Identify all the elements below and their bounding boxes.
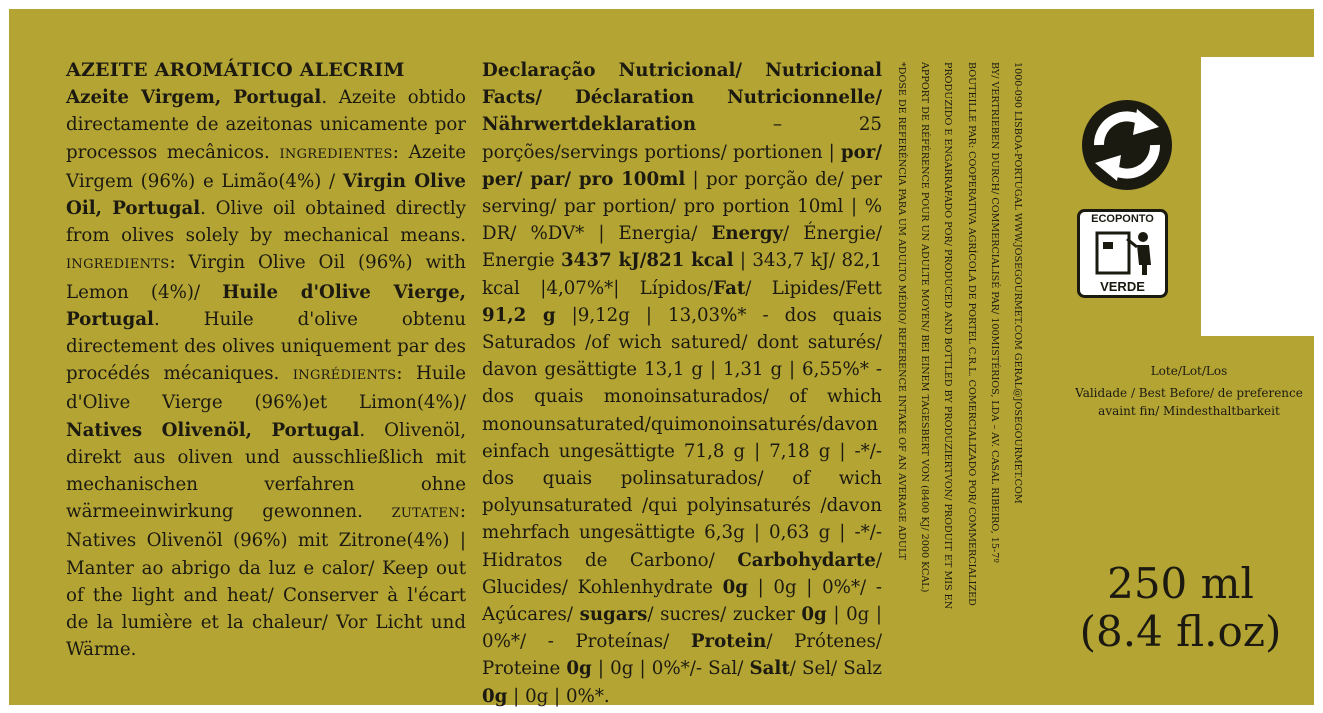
fr-desc: . Huile d'olive obtenu directement des olives uniquement par des procédés mécaniques. [66, 308, 466, 385]
protein-label: Protein [690, 631, 767, 653]
per-100ml: por/ per/ par/ pro 100ml [482, 141, 882, 190]
protein-tail: | 0g | 0%*/- Sal/ [591, 658, 750, 680]
fr-ingredients-label: INGRÉDIENTS [292, 368, 397, 384]
sugar-rest: / sucres/ zucker [647, 604, 802, 626]
volume-ml: 250 ml [1107, 559, 1254, 608]
ecoponto-bottom-label: VERDE [1100, 279, 1145, 294]
de-name: Natives Olivenöl, Portugal [66, 419, 360, 441]
de-ingredients-label: ZUTATEN [391, 506, 460, 522]
de-desc: . Olivenöl, direkt aus oliven und ausschließlich mit mechanischen verfahren ohne wärmeeinwirkung gewonnen. [66, 419, 466, 523]
distributor-line: BY/ VERTRIEBEN DURCH/ COMMERCIALISÉ PAR/ 100MISTÉRIOS, LDA – AV. CASAL RIBEIRO, 15-7º [989, 62, 1000, 563]
nutrition-portions: – 25 porções/servings portions/ portionen | [482, 114, 882, 163]
fr-name: Huile d'Olive Vierge, Portugal [66, 281, 466, 330]
producer-line-1: PRODUZIDO E ENGARRAFADO POR/ PRODUCED AND BOTTLED BY PRODUZIERTVON/ PRODUIT ET MIS EN [942, 62, 953, 610]
ecoponto-top-label: ECOPONTO [1091, 213, 1154, 225]
carb-tail: / Glucides/ Kohlenhydrate [482, 549, 882, 598]
sugar-label: sugars [579, 604, 648, 626]
protein-value: 0g [566, 658, 592, 680]
en-ingredients-label: INGREDIENTS [66, 257, 170, 273]
sugar-value: 0g [801, 604, 827, 626]
salt-rest: / Sel/ Salz [789, 658, 883, 680]
white-panel [1201, 57, 1314, 336]
pt-desc: . Azeite obtido directamente de azeitonas unicamente por processos mecânicos. [66, 87, 466, 163]
salt-label: Salt [749, 658, 790, 680]
producer-line-2: BOUTEILLE PAR: COOPERATIVA AGRÍCOLA DE PORTEL C.R.L. COMERCIALIZADO POR/ COMMERCIALIZED [966, 62, 977, 606]
salt-tail: | 0g | 0%*. [507, 685, 610, 707]
fat-value: 91,2 g [482, 304, 556, 326]
carb-rest: | 0g | 0%*/ - Açúcares/ [482, 576, 882, 626]
reference-intake-line-2: APPORT DE RÉFÉRENCE POUR UN ADULTE MOYEN/ BEI EINEM TAGESBERT VON (8400 KJ/ 2000 KCAL) [919, 62, 930, 593]
pt-ingredients-label: INGREDIENTES [279, 146, 393, 162]
pt-name: Azeite Virgem, Portugal [66, 87, 322, 109]
per-serving: | por porção de/ per serving/ par portion/ pro portion 10ml | % DR/ %DV* | Energia/ [482, 168, 882, 245]
en-desc: . Olive oil obtained directly from olives solely by mechanical means. [66, 198, 466, 247]
protein-rest: / Prótenes/ Proteine [482, 631, 882, 680]
ecoponto-verde-logo [1077, 209, 1168, 298]
batch-info [1064, 360, 1314, 422]
best-before-line-1: Validade / Best Before/ de preference [1075, 386, 1303, 400]
energy-rest: / Énergie/ Energie [482, 223, 882, 272]
nutrition-heading: Declaração Nutricional/ Nutricional Facts/ Déclaration Nutricionnelle/ Nährwertdeklaration [482, 60, 882, 136]
reference-intake-line-1: *DOSE DE REFERÊNCIA PARA UM ADULTO MÉDIO/ REFERENCE INTAKE OF AN AVERAGE ADULT [896, 62, 907, 561]
fat-label: Fat [713, 277, 746, 299]
en-name: Virgin Olive Oil, Portugal [66, 170, 467, 220]
recycle-icon [1081, 99, 1173, 191]
carb-label: Carbohydarte [737, 549, 876, 571]
fat-rest: / Lipides/Fett [745, 277, 882, 299]
volume-floz: (8.4 fl.oz) [1079, 607, 1282, 656]
fat-tail: |9,12g | 13,03%* - dos quais Saturados /of wich satured/ dont saturés/ davon gesättigte 13,1 g | 1,31 g | 6,55%* - dos quais monoinsaturados/ of which monounsaturated/quimonoinsaturés/davon einfach ungesättigte 71,8 g | 7,18 g | -*/- dos quais polinsaturados/ of wich polyunsaturated /qui polyinsaturés /davon mehrfach ungesättigte 6,3g | 0,63 g | -*/- Hidratos de Carbono/ [482, 304, 882, 571]
product-description [66, 57, 466, 663]
pt-ingredients: : Azeite Virgem (96%) e Limão(4%) / [66, 141, 467, 192]
energy-label: Energy [711, 223, 783, 245]
contact-line: 1000-090 LISBOA-PORTUGAL WWW.JOSEGOURMET.COM GERAL@JOSEGOURMET.COM [1012, 62, 1023, 504]
best-before-line-2: avaint fin/ Mindesthaltbarkeit [1098, 404, 1280, 418]
en-ingredients: : Virgin Olive Oil (96%) with Lemon (4%)/ [66, 252, 466, 303]
salt-value: 0g [482, 685, 508, 707]
lot-label: Lote/Lot/Los [1150, 364, 1228, 378]
de-ingredients: : Natives Olivenöl (96%) mit Zitrone(4%) | Manter ao abrigo da luz e calor/ Keep out of the light and heat/ Conserver à l'écart de la lumière et la chaleur/ Vor Licht und Wärme. [66, 501, 466, 661]
carb-value: 0g [722, 576, 748, 598]
volume [1068, 560, 1293, 656]
nutrition-declaration [482, 57, 882, 710]
sugar-tail: | 0g | 0%*/ - Proteínas/ [482, 604, 882, 653]
product-title: AZEITE AROMÁTICO ALECRIM [66, 59, 405, 81]
energy-values: 3437 kJ/821 kcal [561, 250, 734, 272]
fr-ingredients: : Huile d'Olive Vierge (96%)et Limon(4%)/ [66, 363, 466, 414]
energy-serving: | 343,7 kJ/ 82,1 kcal |4,07%*| Lípidos/ [482, 250, 882, 299]
